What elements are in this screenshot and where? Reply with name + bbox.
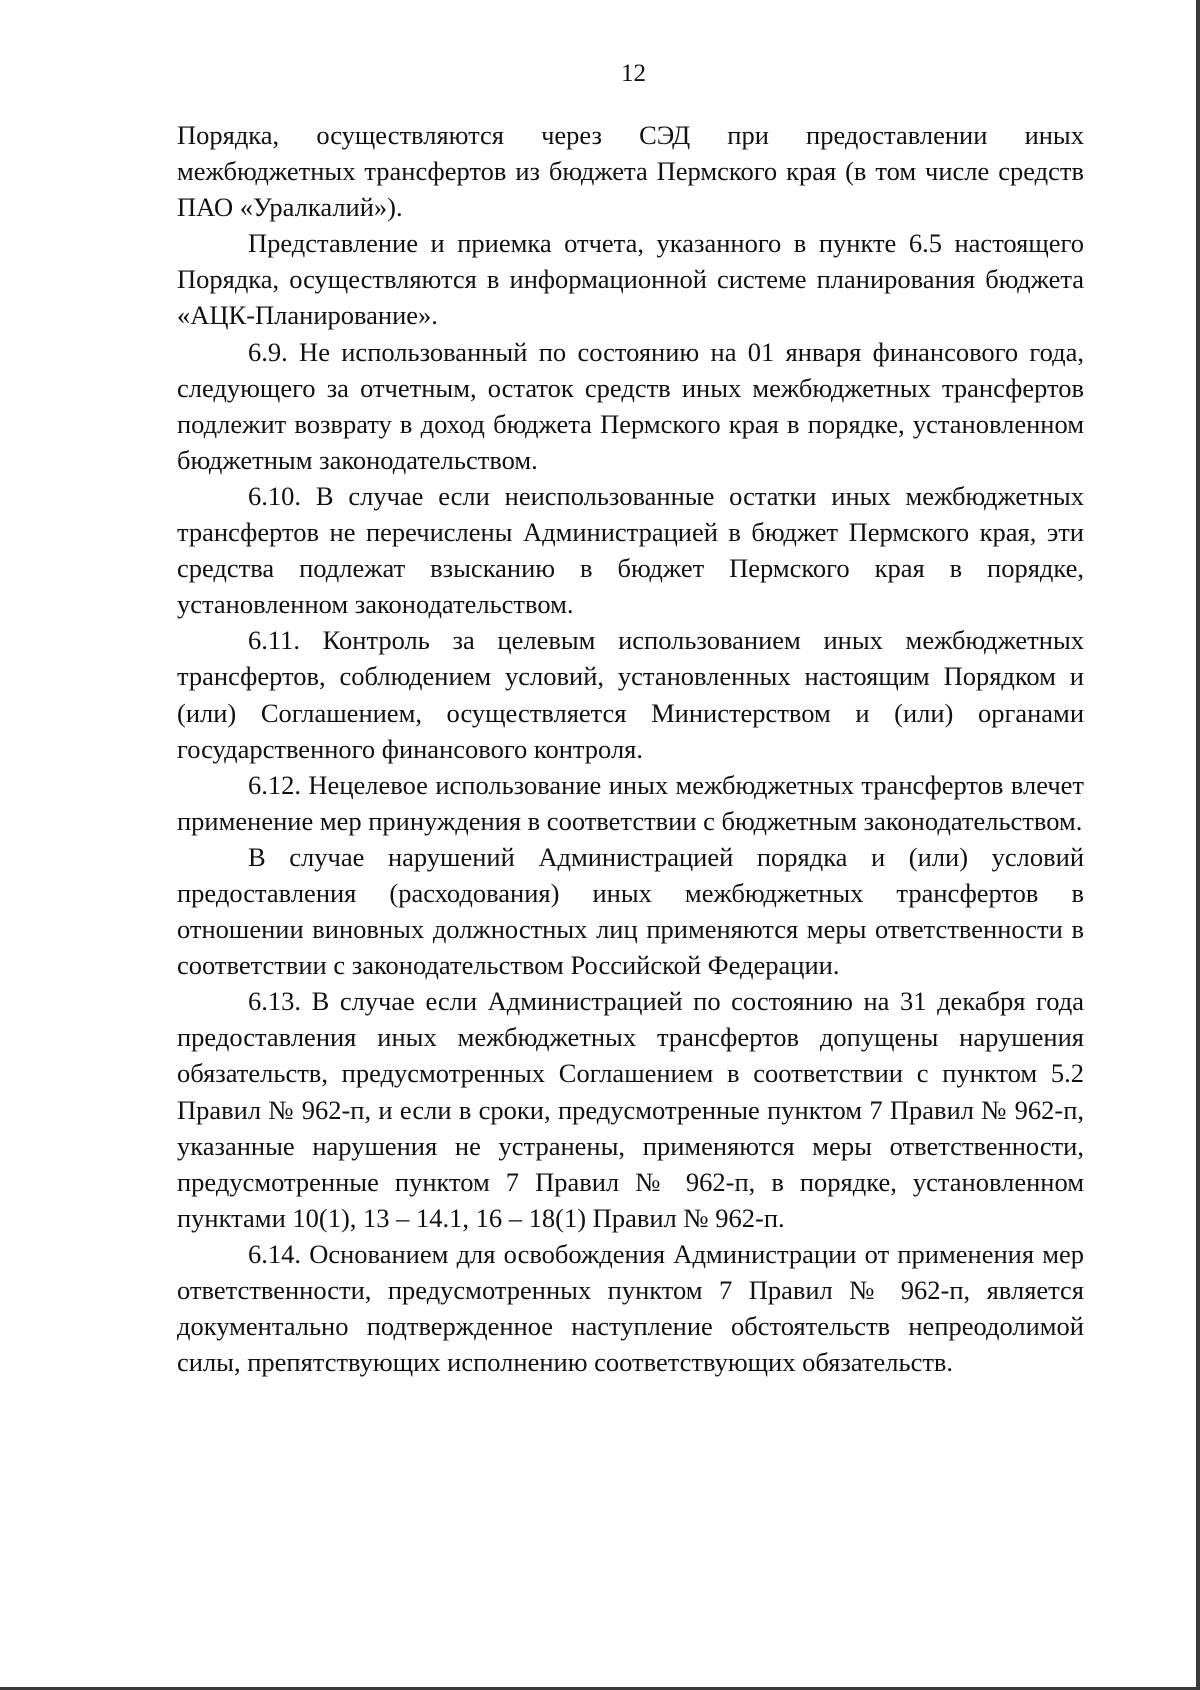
paragraph-violations: В случае нарушений Администрацией порядка и (или) условий предоставления (расходования) иных межбюджетных трансфертов в отношении виновных должностных лиц применяются меры ответственности в соответствии с законодательством Российской Федерации. bbox=[177, 841, 1084, 981]
paragraph-continuation: Порядка, осуществляются через СЭД при предоставлении иных межбюджетных трансфертов из бюджета Пермского края (в том числе средств ПАО «Уралкалий»). bbox=[177, 120, 1084, 223]
document-body bbox=[177, 117, 1084, 1380]
paragraph-6-14: 6.14. Основанием для освобождения Администрации от применения мер ответственности, предусмотренных пунктом 7 Правил № 962-п, является документально подтвержденное наступление обстоятельств непреодолимой силы, препятствующих исполнению соответствующих обязательств. bbox=[177, 1238, 1084, 1378]
paragraph-6-9: 6.9. Не использованный по состоянию на 01 января финансового года, следующего за отчетным, остаток средств иных межбюджетных трансфертов подлежит возврату в доход бюджета Пермского края в порядке, установленном бюджетным законодательством. bbox=[177, 336, 1084, 475]
scan-edge-right bbox=[1196, 0, 1200, 1690]
paragraph-6-11: 6.11. Контроль за целевым использованием иных межбюджетных трансфертов, соблюдением условий, установленных настоящим Порядком и (или) Соглашением, осуществляется Министерством и (или) органами государственного финансового контроля. bbox=[177, 625, 1084, 764]
page-number: 12 bbox=[621, 60, 646, 87]
paragraph-report-submission: Представление и приемка отчета, указанного в пункте 6.5 настоящего Порядка, осуществляются в информационной системе планирования бюджета «АЦК-Планирование». bbox=[177, 228, 1084, 331]
paragraph-6-12: 6.12. Нецелевое использование иных межбюджетных трансфертов влечет применение мер принуждения в соответствии с бюджетным законодательством. bbox=[177, 769, 1084, 836]
paragraph-6-10: 6.10. В случае если неиспользованные остатки иных межбюджетных трансфертов не перечислены Администрацией в бюджет Пермского края, эти средства подлежат взысканию в бюджет Пермского края в порядке, установленном законодательством. bbox=[177, 480, 1084, 620]
paragraph-6-13: 6.13. В случае если Администрацией по состоянию на 31 декабря года предоставления иных межбюджетных трансфертов допущены нарушения обязательств, предусмотренных Соглашением в соответствии с пунктом 5.2 Правил № 962-п, и если в сроки, предусмотренные пунктом 7 Правил № 962-п, указанные нарушения не устранены, применяются меры ответственности, предусмотренные пунктом 7 Правил № 962-п, в порядке, установленном пунктами 10(1), 13 – 14.1, 16 – 18(1) Правил № 962-п. bbox=[177, 986, 1084, 1233]
